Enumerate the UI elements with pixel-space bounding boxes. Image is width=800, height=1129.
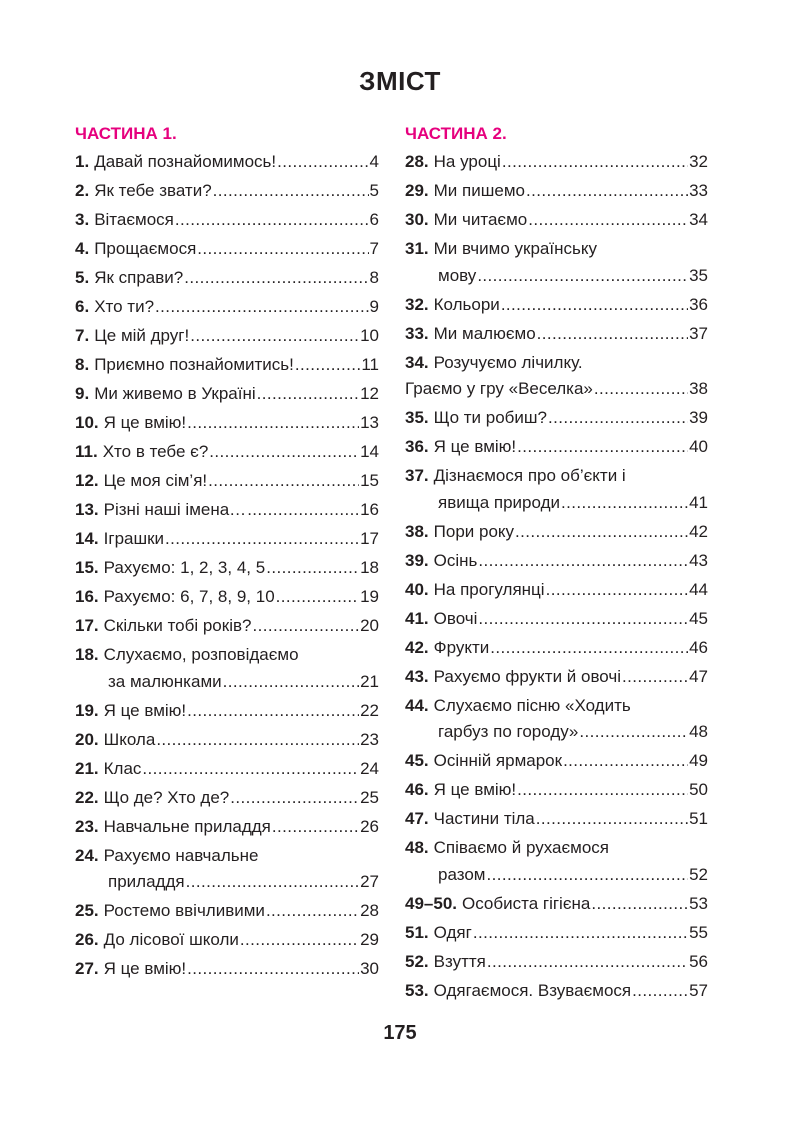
toc-column-part-2 — [405, 120, 708, 1007]
entry-page: 42 — [689, 521, 708, 541]
part-heading: ЧАСТИНА 2. — [405, 124, 507, 143]
entry-title: Я це вмію! — [103, 413, 187, 432]
toc-entry — [75, 526, 379, 553]
entry-number: 28. — [405, 152, 429, 171]
entry-page: 35 — [689, 265, 708, 285]
entry-number: 34. — [405, 352, 429, 372]
entry-number: 26. — [75, 930, 99, 949]
toc-entry — [75, 439, 379, 466]
entry-page: 32 — [689, 152, 708, 171]
entry-number: 49–50. — [405, 893, 457, 913]
dot-leader — [252, 613, 359, 640]
entry-number: 42. — [405, 637, 429, 657]
entry-title: за малюнками — [108, 671, 222, 691]
entry-page: 15 — [360, 471, 379, 490]
entry-title: Кольори — [433, 294, 500, 314]
toc-entry — [75, 294, 379, 321]
entry-page: 5 — [369, 181, 379, 200]
entry-page: 4 — [369, 152, 379, 171]
entry-page: 10 — [360, 326, 379, 345]
dot-leader — [486, 862, 688, 889]
entry-number: 12. — [75, 471, 99, 490]
toc-entry — [75, 149, 379, 176]
entry-page: 24 — [360, 758, 379, 778]
entry-number: 11. — [75, 442, 98, 461]
dot-leader — [563, 748, 688, 775]
entry-title: Скільки тобі років? — [103, 616, 252, 635]
page-title: ЗМІСТ — [359, 66, 441, 96]
entry-number: 17. — [75, 616, 99, 635]
toc-entry — [75, 207, 379, 234]
toc-entry — [405, 635, 708, 662]
part-heading: ЧАСТИНА 1. — [75, 124, 177, 143]
entry-number: 33. — [405, 323, 429, 343]
dot-leader — [526, 178, 688, 205]
entry-number: 15. — [75, 558, 99, 577]
entry-number: 6. — [75, 297, 90, 316]
entry-number: 7. — [75, 326, 90, 345]
entry-page: 20 — [360, 616, 379, 635]
entry-number: 10. — [75, 413, 99, 432]
entry-title: Що де? Хто де? — [103, 787, 230, 807]
entry-title: Граємо у гру «Веселка» — [405, 379, 593, 398]
dot-leader — [276, 584, 359, 611]
toc-entry — [405, 548, 708, 575]
dot-leader — [546, 577, 689, 604]
toc-entry — [75, 785, 379, 812]
dot-leader — [184, 265, 368, 292]
entry-number: 41. — [405, 608, 429, 628]
toc-entry — [405, 405, 708, 432]
entry-page: 45 — [689, 608, 708, 628]
entry-page: 47 — [689, 666, 708, 686]
entry-number: 29. — [405, 181, 429, 200]
entry-title: Як тебе звати? — [94, 181, 212, 200]
toc-entry — [75, 814, 379, 841]
entry-title: Слухаємо, розповідаємо — [103, 645, 299, 664]
toc-entry — [405, 519, 708, 546]
entry-title: Рахуємо навчальне — [103, 845, 259, 865]
entry-title: Рахуємо фрукти й овочі — [433, 666, 622, 686]
dot-leader — [190, 323, 359, 350]
entry-page: 9 — [369, 297, 379, 316]
entry-page: 26 — [360, 816, 379, 836]
entry-page: 19 — [360, 587, 379, 606]
dot-leader — [295, 352, 360, 379]
entry-title: Розучуємо лічилку. — [433, 352, 583, 372]
toc-entry — [405, 693, 708, 746]
dot-leader — [548, 405, 688, 432]
toc-entry — [75, 381, 379, 408]
entry-title: Вітаємося — [94, 210, 174, 229]
toc-entry — [405, 321, 708, 348]
toc-entry — [405, 577, 708, 604]
entry-number: 3. — [75, 210, 90, 229]
entry-title: Слухаємо пісню «Ходить — [433, 695, 631, 715]
dot-leader — [561, 490, 688, 517]
toc-entry — [75, 352, 379, 379]
dot-leader — [142, 756, 359, 783]
dot-leader — [517, 777, 688, 804]
entry-number: 4. — [75, 239, 90, 258]
entry-title: разом — [438, 864, 486, 884]
entry-number: 27. — [75, 959, 99, 978]
entry-title: На прогулянці — [433, 579, 545, 599]
entry-number: 23. — [75, 816, 99, 836]
toc-entry — [75, 927, 379, 954]
entry-page: 12 — [360, 384, 379, 403]
toc-entry — [75, 613, 379, 640]
entry-number: 5. — [75, 268, 90, 287]
dot-leader — [594, 376, 688, 403]
toc-entry — [405, 292, 708, 319]
entry-title: Різні наші імена… — [103, 500, 247, 519]
entry-number: 14. — [75, 529, 99, 548]
entry-title: Овочі — [433, 608, 478, 628]
dot-leader — [209, 439, 359, 466]
entry-page: 46 — [689, 637, 708, 657]
entry-title: Іграшки — [103, 529, 165, 548]
entry-page: 48 — [689, 722, 708, 741]
dot-leader — [213, 178, 369, 205]
entry-title: Пори року — [433, 521, 515, 541]
toc-entry — [75, 956, 379, 983]
entry-title: Ми малюємо — [433, 323, 536, 343]
entry-number: 21. — [75, 758, 99, 778]
dot-leader — [187, 410, 359, 437]
entry-page: 44 — [689, 579, 708, 599]
toc-entry — [405, 207, 708, 234]
entry-title: Я це вмію! — [433, 780, 517, 799]
dot-leader — [632, 978, 688, 1005]
entry-page: 49 — [689, 751, 708, 770]
entry-page: 38 — [689, 379, 708, 398]
toc-entry — [75, 468, 379, 495]
dot-leader — [487, 949, 688, 976]
entry-number: 48. — [405, 838, 429, 857]
toc-entry — [405, 920, 708, 947]
entry-title: До лісової школи — [103, 930, 239, 949]
entry-number: 32. — [405, 294, 429, 314]
entry-number: 53. — [405, 980, 429, 1000]
dot-leader — [478, 548, 688, 575]
dot-leader — [501, 292, 688, 319]
toc-entry — [75, 178, 379, 205]
entry-page: 37 — [689, 323, 708, 343]
entry-title: Одягаємося. Взуваємося — [433, 980, 632, 1000]
toc-entry — [75, 236, 379, 263]
dot-leader — [223, 669, 359, 696]
entry-title: Взуття — [433, 951, 486, 971]
dot-leader — [272, 814, 359, 841]
entry-title: Ростемо ввічливими — [103, 901, 265, 920]
page-number: 175 — [383, 1022, 417, 1044]
entry-number: 25. — [75, 901, 99, 920]
entry-title: На уроці — [433, 152, 501, 171]
entry-title: Навчальне приладдя — [103, 816, 271, 836]
dot-leader — [155, 294, 368, 321]
entry-title: Частини тіла — [433, 809, 535, 828]
entry-number: 46. — [405, 780, 429, 799]
entry-number: 30. — [405, 210, 429, 229]
entry-number: 19. — [75, 700, 99, 720]
entry-page: 21 — [360, 671, 379, 691]
entry-number: 24. — [75, 845, 99, 865]
entry-number: 38. — [405, 521, 429, 541]
entry-page: 39 — [689, 408, 708, 427]
toc-entry — [75, 898, 379, 925]
entry-page: 22 — [360, 700, 379, 720]
toc-entry — [75, 584, 379, 611]
toc-entry — [75, 497, 379, 524]
dot-leader — [490, 635, 688, 662]
entry-title: Рахуємо: 6, 7, 8, 9, 10 — [103, 587, 275, 606]
entry-title: Прощаємося — [94, 239, 197, 258]
entry-page: 11 — [361, 355, 379, 374]
entry-title: мову — [438, 265, 477, 285]
entry-page: 23 — [360, 729, 379, 749]
entry-title: Я це вмію! — [103, 959, 187, 978]
entry-page: 40 — [689, 437, 708, 456]
dot-leader — [257, 381, 359, 408]
dot-leader — [515, 519, 688, 546]
entry-page: 55 — [689, 922, 708, 942]
entry-page: 53 — [689, 893, 708, 913]
entry-number: 35. — [405, 408, 429, 427]
entry-title: Співаємо й рухаємося — [433, 838, 610, 857]
toc-entry — [405, 236, 708, 289]
entry-page: 7 — [369, 239, 379, 258]
dot-leader — [247, 497, 359, 524]
dot-leader — [175, 207, 369, 234]
dot-leader — [473, 920, 688, 947]
entry-title: Це моя сім’я! — [103, 471, 208, 490]
toc-entry — [75, 323, 379, 350]
entry-title: Фрукти — [433, 637, 490, 657]
entry-title: Осінь — [433, 550, 478, 570]
entry-number: 16. — [75, 587, 99, 606]
entry-page: 50 — [689, 780, 708, 799]
dot-leader — [266, 555, 359, 582]
entry-title: Що ти робиш? — [433, 408, 547, 427]
dot-leader — [187, 956, 359, 983]
entry-page: 6 — [369, 210, 379, 229]
toc-entry — [405, 606, 708, 633]
toc-entry — [405, 178, 708, 205]
dot-leader — [622, 664, 688, 691]
toc-entry — [75, 843, 379, 896]
entry-page: 41 — [689, 492, 708, 512]
entry-number: 44. — [405, 695, 429, 715]
dot-leader — [537, 321, 688, 348]
entry-page: 34 — [689, 210, 708, 229]
dot-leader — [240, 927, 359, 954]
entry-number: 37. — [405, 466, 429, 485]
entry-number: 18. — [75, 645, 99, 664]
dot-leader — [208, 468, 359, 495]
entry-number: 39. — [405, 550, 429, 570]
entry-number: 43. — [405, 666, 429, 686]
entry-title: явища природи — [438, 492, 561, 512]
toc-entry — [405, 463, 708, 516]
entry-title: Рахуємо: 1, 2, 3, 4, 5 — [103, 558, 266, 577]
entry-title: Хто в тебе є? — [102, 442, 209, 461]
toc-entry — [75, 698, 379, 725]
entry-title: Приємно познайомитись! — [94, 355, 294, 374]
entry-page: 51 — [689, 809, 708, 828]
entry-page: 30 — [360, 959, 379, 978]
entry-page: 57 — [689, 980, 708, 1000]
entry-page: 13 — [360, 413, 379, 432]
entry-number: 51. — [405, 922, 429, 942]
entry-title: Я це вмію! — [103, 700, 187, 720]
dot-leader — [517, 434, 688, 461]
toc-entry — [405, 664, 708, 691]
toc-entry — [405, 350, 708, 403]
entry-title: Клас — [103, 758, 142, 778]
entry-number: 36. — [405, 437, 429, 456]
entry-page: 16 — [360, 500, 379, 519]
toc-entry — [405, 748, 708, 775]
entry-title: Ми читаємо — [433, 210, 528, 229]
entry-number: 45. — [405, 751, 429, 770]
entry-page: 18 — [360, 558, 379, 577]
dot-leader — [591, 891, 688, 918]
toc-entry — [405, 434, 708, 461]
entry-page: 33 — [689, 181, 708, 200]
entry-title: Ми пишемо — [433, 181, 525, 200]
entry-title: Я це вмію! — [433, 437, 517, 456]
toc-entry — [75, 410, 379, 437]
entry-title: Давай познайомимось! — [94, 152, 277, 171]
entry-page: 36 — [689, 294, 708, 314]
toc-entry — [75, 265, 379, 292]
entry-number: 8. — [75, 355, 90, 374]
toc-entry — [405, 949, 708, 976]
entry-page: 28 — [360, 901, 379, 920]
dot-leader — [502, 149, 688, 176]
dot-leader — [536, 806, 688, 833]
entry-page: 43 — [689, 550, 708, 570]
entry-number: 2. — [75, 181, 90, 200]
dot-leader — [187, 698, 359, 725]
dot-leader — [579, 719, 688, 746]
dot-leader — [478, 606, 688, 633]
entry-number: 13. — [75, 500, 99, 519]
toc-entry — [75, 727, 379, 754]
dot-leader — [165, 526, 359, 553]
toc-entry — [405, 835, 708, 888]
entry-page: 56 — [689, 951, 708, 971]
dot-leader — [266, 898, 359, 925]
entry-number: 31. — [405, 239, 429, 258]
toc-entry — [405, 806, 708, 833]
toc-entry — [405, 777, 708, 804]
entry-page: 17 — [360, 529, 379, 548]
entry-number: 47. — [405, 809, 429, 828]
entry-page: 8 — [369, 268, 379, 287]
entry-title: Дізнаємося про об’єкти і — [433, 466, 626, 485]
entry-page: 52 — [689, 864, 708, 884]
entry-title: гарбуз по городу» — [438, 722, 579, 741]
dot-leader — [186, 869, 360, 896]
entry-title: приладдя — [108, 872, 185, 891]
entry-title: Хто ти? — [94, 297, 155, 316]
entry-number: 52. — [405, 951, 429, 971]
entry-title: Ми вчимо українську — [433, 239, 597, 258]
entry-title: Ми живемо в Україні — [94, 384, 256, 403]
entry-title: Особиста гігієна — [462, 893, 591, 913]
toc-column-part-1 — [75, 120, 379, 985]
entry-number: 9. — [75, 384, 90, 403]
toc-entry — [405, 149, 708, 176]
toc-entry — [75, 756, 379, 783]
dot-leader — [156, 727, 359, 754]
entry-number: 22. — [75, 787, 99, 807]
entry-title: Одяг — [433, 922, 472, 942]
entry-page: 27 — [360, 872, 379, 891]
dot-leader — [477, 263, 688, 290]
entry-page: 14 — [360, 442, 379, 461]
entry-number: 40. — [405, 579, 429, 599]
entry-title: Школа — [103, 729, 156, 749]
toc-entry — [405, 891, 708, 918]
entry-page: 25 — [360, 787, 379, 807]
entry-title: Як справи? — [94, 268, 184, 287]
dot-leader — [197, 236, 368, 263]
dot-leader — [230, 785, 359, 812]
entry-title: Осінній ярмарок — [433, 751, 563, 770]
entry-number: 1. — [75, 152, 90, 171]
entry-title: Це мій друг! — [94, 326, 190, 345]
dot-leader — [528, 207, 688, 234]
dot-leader — [277, 149, 368, 176]
entry-page: 29 — [360, 930, 379, 949]
toc-entry — [75, 642, 379, 695]
toc-entry — [405, 978, 708, 1005]
toc-entry — [75, 555, 379, 582]
entry-number: 20. — [75, 729, 99, 749]
